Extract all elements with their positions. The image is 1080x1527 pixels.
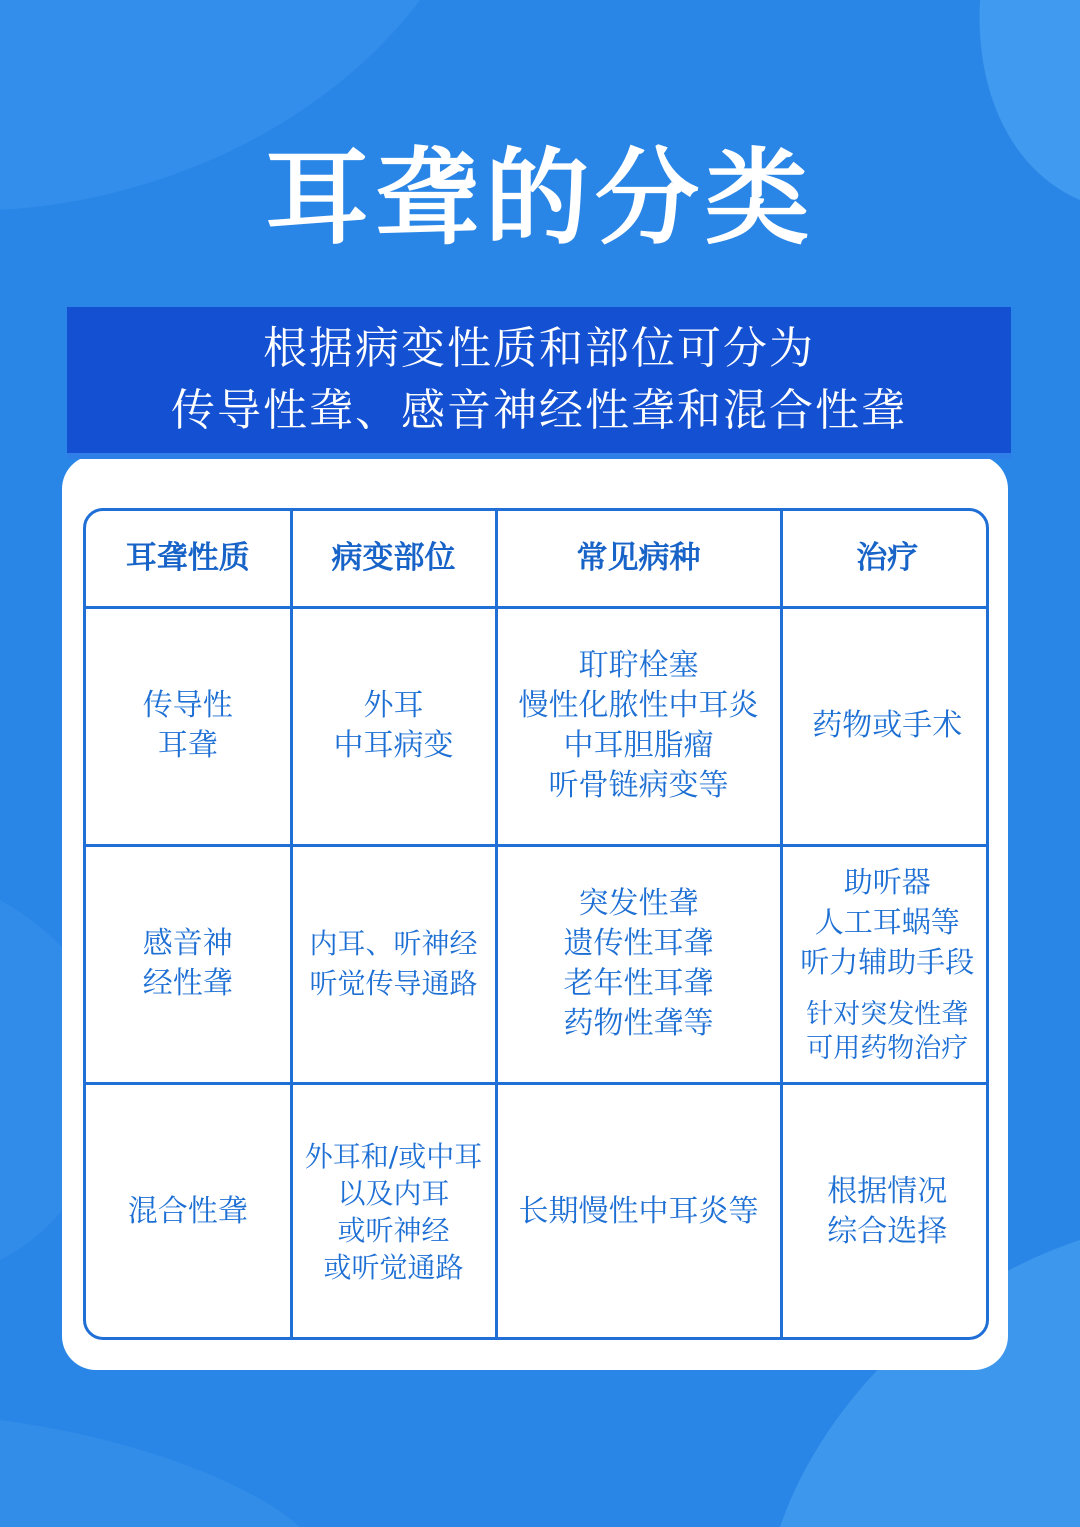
banner-line-2: 传导性聋、感音神经性聋和混合性聋 (171, 385, 907, 436)
page-title: 耳聋的分类 (264, 137, 815, 259)
treatment-cell: 助听器 人工耳蜗等 听力辅助手段 针对突发性聋 可用药物治疗 (781, 845, 989, 1083)
banner-line-1: 根据病变性质和部位可分为 (263, 323, 815, 374)
treatment-cell: 药物或手术 (781, 607, 989, 845)
type-cell: 传导性 耳聋 (86, 607, 291, 845)
diseases-cell: 长期慢性中耳炎等 (496, 1083, 781, 1340)
diseases-cell: 耵聍栓塞 慢性化脓性中耳炎 中耳胆脂瘤 听骨链病变等 (496, 607, 781, 845)
location-cell: 外耳和/或中耳 以及内耳 或听神经 或听觉通路 (291, 1083, 496, 1340)
header-location: 病变部位 (291, 511, 496, 607)
table-header-row (86, 511, 989, 607)
location-cell: 内耳、听神经 听觉传导通路 (291, 845, 496, 1083)
table-row (86, 1083, 989, 1340)
diseases-cell: 突发性聋 遗传性耳聋 老年性耳聋 药物性聋等 (496, 845, 781, 1083)
table-row (86, 607, 989, 845)
treatment-note: 针对突发性聋 (806, 999, 969, 1030)
header-treatment: 治疗 (781, 511, 989, 607)
subtitle-banner (67, 307, 1011, 459)
treatment-cell: 根据情况 综合选择 (781, 1083, 989, 1340)
header-diseases: 常见病种 (496, 511, 781, 607)
table-row (86, 845, 989, 1083)
header-type: 耳聋性质 (86, 511, 291, 607)
type-cell: 混合性聋 (86, 1083, 291, 1340)
classification-table (83, 508, 989, 1340)
type-cell: 感音神 经性聋 (86, 845, 291, 1083)
location-cell: 外耳 中耳病变 (291, 607, 496, 845)
treatment-note: 可用药物治疗 (806, 1033, 969, 1064)
